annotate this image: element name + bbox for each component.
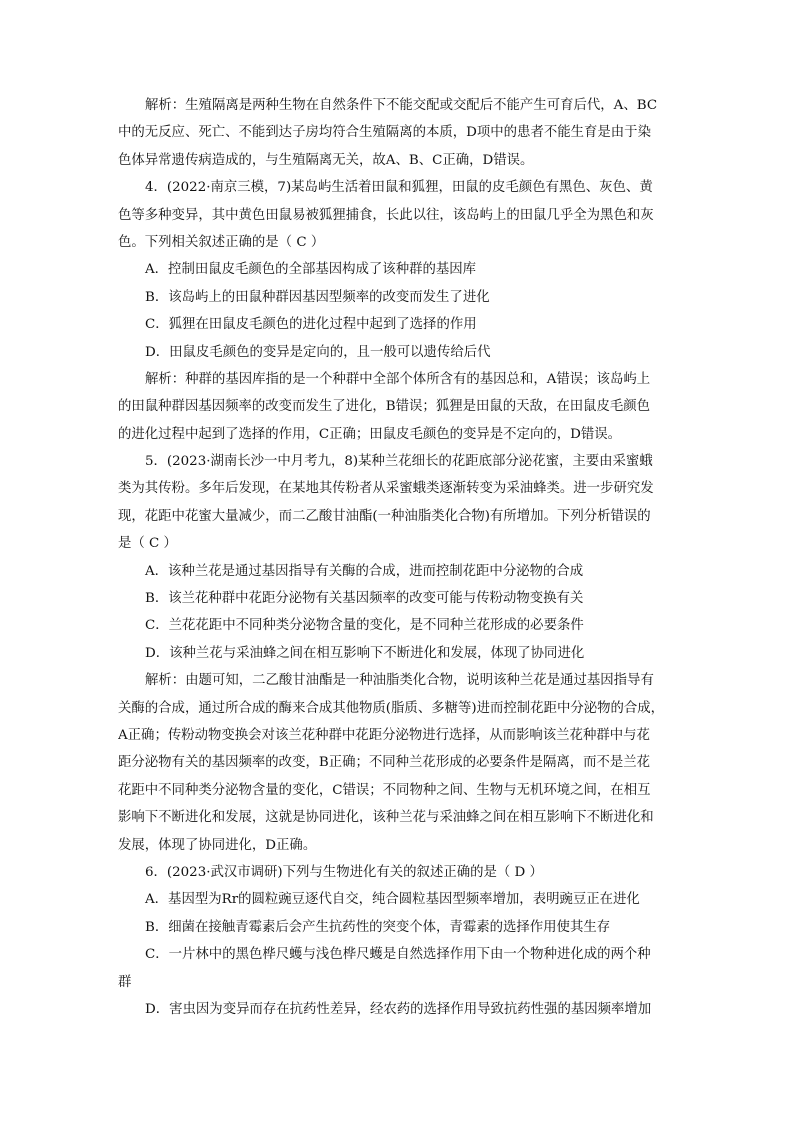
question-text-line: 是（ C ）: [118, 536, 177, 552]
option-text-line: A．基因型为Rr的圆粒豌豆逐代自交，纯合圆粒基因型频率增加，表明豌豆正在进化: [145, 892, 640, 908]
option-text-line: B．细菌在接触青霉素后会产生抗药性的突变个体，青霉素的选择作用使其生存: [145, 919, 611, 935]
analysis-text-line: 花距中不同种类分泌物含量的变化，C错误；不同物种之间、生物与无机环境之间，在相互: [118, 782, 651, 798]
option-text-line: D．该种兰花与采油蜂之间在相互影响下不断进化和发展，体现了协同进化: [145, 645, 585, 661]
analysis-text-line: 解析：种群的基因库指的是一个种群中全部个体所含有的基因总和，A错误；该岛屿上: [145, 371, 651, 387]
analysis-text-line: 距分泌物有关的基因频率的改变，B正确；不同种兰花形成的必要条件是隔离，而不是兰花: [118, 755, 651, 771]
option-text-line: C．兰花花距中不同种类分泌物含量的变化，是不同种兰花形成的必要条件: [145, 618, 584, 634]
question-text-line: 5．(2023·湖南长沙一中月考九，8)某种兰花细长的花距底部分泌花蜜，主要由采蜜蛾: [145, 454, 653, 470]
document-body: [118, 92, 678, 1023]
analysis-text-line: 的进化过程中起到了选择的作用，C正确；田鼠皮毛颜色的变异是不定向的，D错误。: [118, 426, 622, 442]
option-text-line: B．该兰花种群中花距分泌物有关基因频率的改变可能与传粉动物变换有关: [145, 591, 584, 607]
question-text-line: 现，花距中花蜜大量减少，而二乙酸甘油酯(一种油脂类化合物)有所增加。下列分析错误的: [118, 508, 651, 524]
analysis-text-line: 色体异常遗传病造成的，与生殖隔离无关，故A、B、C正确，D错误。: [118, 152, 534, 168]
option-text-line: C．狐狸在田鼠皮毛颜色的进化过程中起到了选择的作用: [145, 317, 477, 333]
analysis-text-line: 影响下不断进化和发展，这就是协同进化，该种兰花与采油蜂之间在相互影响下不断进化和: [118, 810, 654, 826]
question-text-line: 色等多种变异，其中黄色田鼠易被狐狸捕食，长此以往，该岛屿上的田鼠几乎全为黑色和灰: [118, 207, 654, 223]
analysis-text-line: A正确；传粉动物变换会对该兰花种群中花距分泌物进行选择，从而影响该兰花种群中与花: [118, 727, 650, 743]
option-text-line: D．田鼠皮毛颜色的变异是定向的，且一般可以遗传给后代: [145, 344, 491, 360]
analysis-text-line: 解析：由题可知，二乙酸甘油酯是一种油脂类化合物，说明该种兰花是通过基因指导有: [145, 673, 654, 689]
option-text-line: B．该岛屿上的田鼠种群因基因型频率的改变而发生了进化: [145, 289, 490, 305]
analysis-text-line: 发展，体现了协同进化，D正确。: [118, 837, 317, 853]
option-text-line: 群: [118, 974, 132, 990]
question-text-line: 6．(2023·武汉市调研)下列与生物进化有关的叙述正确的是（ D ）: [145, 864, 543, 880]
question-text-line: 类为其传粉。多年后发现，在某地其传粉者从采蜜蛾类逐渐转变为采油蜂类。进一步研究发: [118, 481, 654, 497]
analysis-text-line: 解析：生殖隔离是两种生物在自然条件下不能交配或交配后不能产生可育后代，A、BC: [145, 98, 658, 113]
option-text-line: A．该种兰花是通过基因指导有关酶的合成，进而控制花距中分泌物的合成: [145, 563, 584, 579]
analysis-text-line: 关酶的合成，通过所合成的酶来合成其他物质(脂质、多糖等)进而控制花距中分泌物的合成，: [118, 700, 665, 716]
analysis-text-line: 中的无反应、死亡、不能到达子房均符合生殖隔离的本质，D项中的患者不能生育是由于染: [118, 125, 651, 141]
analysis-text-line: 的田鼠种群因基因频率的改变而发生了进化，B错误；狐狸是田鼠的天敌，在田鼠皮毛颜色: [118, 399, 651, 415]
option-text-line: C．一片林中的黑色桦尺蠖与浅色桦尺蠖是自然选择作用下由一个物种进化成的两个种: [145, 947, 651, 963]
option-text-line: A．控制田鼠皮毛颜色的全部基因构成了该种群的基因库: [145, 262, 477, 278]
question-text-line: 4．(2022·南京三模，7)某岛屿生活着田鼠和狐狸，田鼠的皮毛颜色有黑色、灰色、黄: [145, 180, 653, 196]
question-text-line: 色。下列相关叙述正确的是（ C ）: [118, 234, 325, 250]
option-text-line: D．害虫因为变异而存在抗药性差异，经农药的选择作用导致抗药性强的基因频率增加: [145, 1001, 652, 1017]
